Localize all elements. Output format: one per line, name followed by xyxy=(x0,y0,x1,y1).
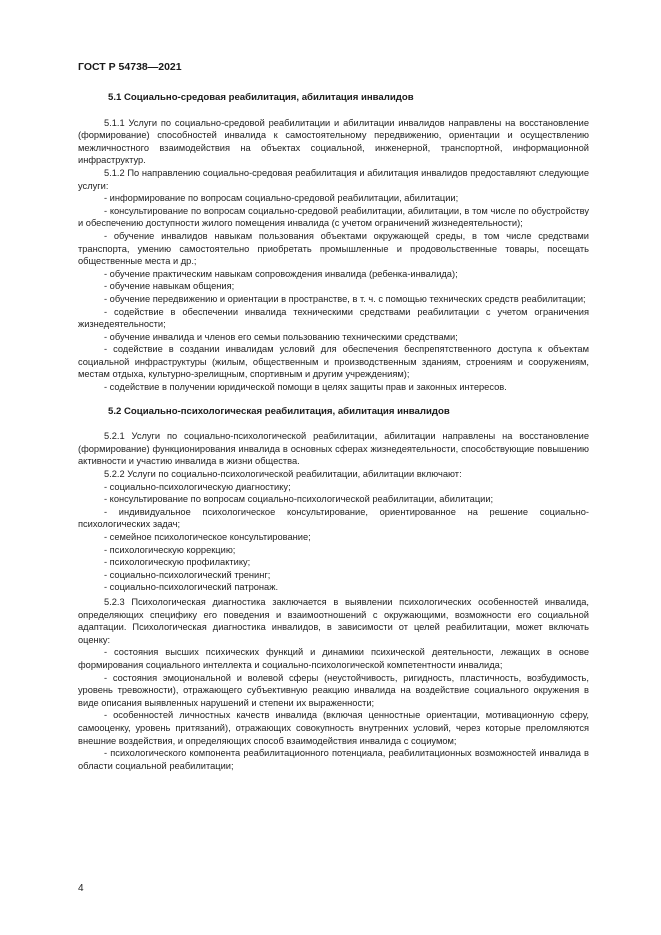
list-item: - обучение навыкам общения; xyxy=(104,281,235,292)
list-item: - особенностей личностных качеств инвалида (включая ценностные ориентации, мотивационную сферу, самооценку, уровень притязаний), отражающих совокупность внутренних условий, через которые преломляются внешние воздействия, и определяющих способ взаимодействия инвалида с социумом; xyxy=(78,710,589,746)
list-item: - состояния эмоциональной и волевой сферы (неустойчивость, ригидность, пластичность, возбудимость, уровень тревожности), отражающего субъективную реакцию инвалида на воздействие социального окружения в виде описания выявленных нарушений и степени их выраженности; xyxy=(78,672,589,708)
section-heading-5-1: 5.1 Социально-средовая реабилитация, абилитация инвалидов xyxy=(108,92,414,103)
list-item: - состояния высших психических функций и динамики психической деятельности, лежащих в основе формирования социального интеллекта и социально-психологической компетентности инвалида; xyxy=(78,647,589,670)
list-item: - индивидуальное психологическое консультирование, ориентированное на решение социально-психологических задач; xyxy=(78,506,589,530)
list-item: - психологического компонента реабилитационного потенциала, реабилитационных возможностей инвалида в области социальной реабилитации; xyxy=(78,748,589,771)
paragraph: 5.1.2 По направлению социально-средовая реабилитация и абилитация инвалидов предоставляют следующие услуги: xyxy=(78,167,589,191)
list-item: - консультирование по вопросам социально-средовой реабилитации, абилитации, в том числе по обустройству и обеспечению доступности жилого помещения инвалида (с учетом ограничений жизнедеятельности); xyxy=(78,205,589,229)
list-item: - семейное психологическое консультирование; xyxy=(104,532,311,542)
document-body xyxy=(78,92,589,772)
paragraph: 5.2.3 Психологическая диагностика заключается в выявлении психологических особенностей инвалида, определяющих специфику его поведения и взаимоотношений с окружающими, возможности его социальной адаптации. Психологическая диагностика инвалидов, в зависимости от целей реабилитации, может включать оценку: xyxy=(78,596,589,645)
list-item: - консультирование по вопросам социально-психологической реабилитации, абилитации; xyxy=(104,494,494,505)
list-item: - психологическую профилактику; xyxy=(104,557,251,568)
list-item: - обучение инвалида и членов его семьи пользованию техническими средствами; xyxy=(104,331,458,342)
paragraph: 5.1.1 Услуги по социально-средовой реабилитации и абилитации инвалидов направлены на восстановление (формирование) способностей инвалида к самостоятельному передвижению, ориентации и осуществлению межличностного взаимодействия на объектах социальной, инженерной, транспортной, информационной инфраструктур. xyxy=(78,117,589,166)
page-number: 4 xyxy=(78,883,84,894)
list-item: - психологическую коррекцию; xyxy=(104,544,236,555)
list-item: - обучение передвижению и ориентации в пространстве, в т. ч. с помощью технических средств реабилитации; xyxy=(104,293,586,304)
paragraph: 5.2.1 Услуги по социально-психологической реабилитации, абилитации направлены на восстановление (формирование) функционирования инвалида в основных сферах жизнедеятельности, способствующие повышению активности и участию инвалида в жизни общества. xyxy=(78,431,589,467)
section-heading-5-2: 5.2 Социально-психологическая реабилитация, абилитация инвалидов xyxy=(108,405,450,417)
list-item: - содействие в создании инвалидам условий для обеспечения беспрепятственного доступа к объектам социальной инфраструктуры (жилым, общественным и производственным зданиям, строениям и сооружениям, местам отдыха, культурно-зрелищным, спортивным и другим учреждениям); xyxy=(78,344,589,380)
paragraph: 5.2.2 Услуги по социально-психологической реабилитации, абилитации включают: xyxy=(104,469,462,480)
list-item: - содействие в получении юридической помощи в целях защиты прав и законных интересов. xyxy=(104,382,507,393)
list-item: - социально-психологический тренинг; xyxy=(104,569,271,580)
list-item: - социально-психологическую диагностику; xyxy=(104,481,291,492)
list-item: - социально-психологический патронаж. xyxy=(104,582,279,593)
list-item: - обучение инвалидов навыкам пользования объектами окружающей среды, в том числе средствами транспорта, умению самостоятельно приобретать промышленные и продовольственные товары, посещать общественные места и др.; xyxy=(78,230,589,267)
list-item: - информирование по вопросам социально-средовой реабилитации, абилитации; xyxy=(104,193,459,204)
list-item: - обучение практическим навыкам сопровождения инвалида (ребенка-инвалида); xyxy=(104,268,458,279)
document-code: ГОСТ Р 54738—2021 xyxy=(78,61,182,73)
list-item: - содействие в обеспечении инвалида техническими средствами реабилитации с учетом ограничения жизнедеятельности; xyxy=(78,306,589,330)
